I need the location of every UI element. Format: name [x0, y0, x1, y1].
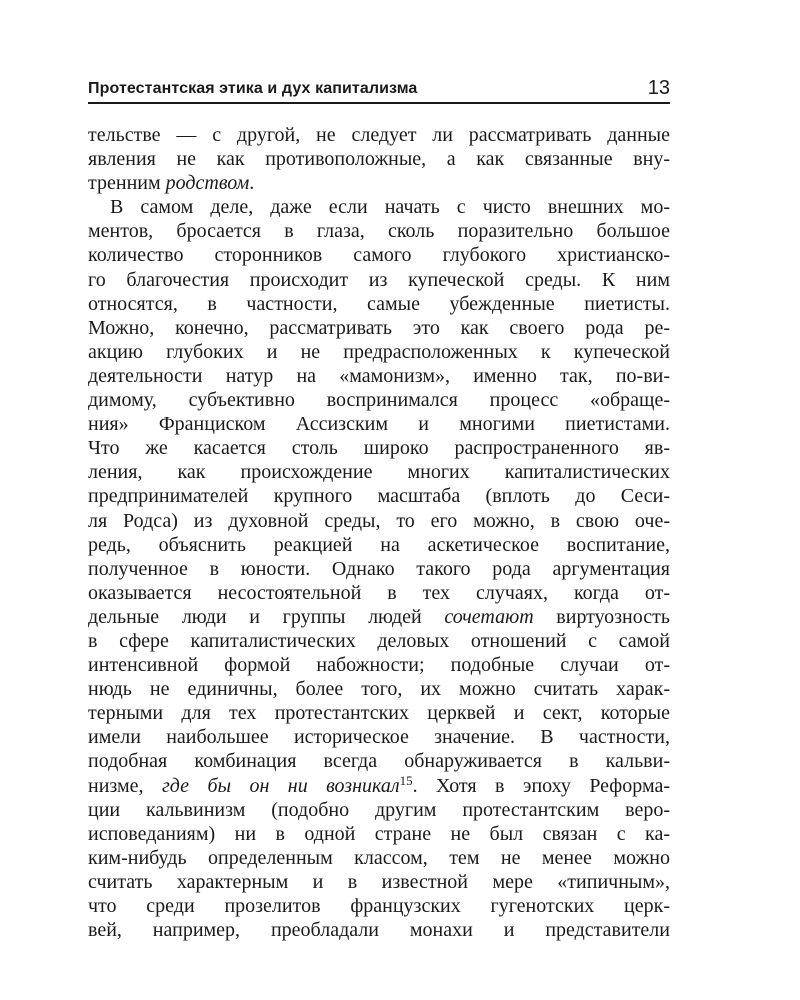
text-line	[88, 388, 670, 412]
text-run: имели наибольшее историческое значение. В частности,	[88, 726, 670, 749]
body-text	[88, 123, 670, 942]
text-line	[88, 846, 670, 870]
text-line	[88, 484, 670, 508]
text-run: димому, субъективно воспринимался процесс «обраще-	[88, 389, 670, 412]
page-number: 13	[647, 77, 670, 99]
text-run: в сфере капиталистических деловых отношений с самой	[88, 629, 670, 652]
text-line	[88, 894, 670, 918]
text-run: .	[249, 172, 255, 195]
text-line	[88, 798, 670, 822]
text-run: тельстве — с другой, не следует ли рассматривать данные	[88, 124, 670, 146]
text-line	[88, 822, 670, 846]
text-line	[88, 292, 670, 316]
text-line	[88, 533, 670, 557]
text-run: предпринимателей крупного масштаба (вплоть до Сеси-	[88, 485, 670, 508]
text-run: редь, объяснить реакцией на аскетическое воспитание,	[88, 533, 670, 556]
text-run: вей, например, преобладали монахи и представители	[88, 919, 670, 942]
text-line	[88, 123, 670, 147]
text-run: относятся, в частности, самые убежденные пиетисты.	[88, 292, 670, 315]
text-run: ментов, бросается в глаза, сколь поразительно большое	[88, 220, 670, 243]
running-title: Протестантская этика и дух капитализма	[88, 80, 418, 97]
text-line	[88, 605, 670, 629]
text-line	[88, 509, 670, 533]
text-run: Можно, конечно, рассматривать это как своего рода ре-	[88, 316, 670, 339]
text-run: считать характерным и в известной мере «типичным»,	[88, 870, 670, 893]
text-run: тренним	[88, 172, 166, 195]
text-line	[88, 557, 670, 581]
text-run: исповеданиям) ни в одной стране не был связан с ка-	[88, 822, 670, 845]
text-run: деятельности натур на «мамонизм», именно так, по-ви-	[88, 364, 670, 387]
italic-text: где бы он ни возникал	[161, 774, 400, 797]
text-run: ким-нибудь определенным классом, тем не менее можно	[88, 846, 670, 869]
text-run: В самом деле, даже если начать с чисто внешних мо-	[110, 196, 670, 219]
text-run: дельные люди и группы людей	[88, 605, 445, 628]
text-line	[88, 219, 670, 243]
text-line	[88, 629, 670, 653]
text-run: акцию глубоких и не предрасположенных к купеческой	[88, 340, 670, 363]
text-line	[88, 412, 670, 436]
text-line	[88, 774, 670, 798]
text-run: что среди прозелитов французских гугенотских церк-	[88, 895, 670, 917]
text-run: го благочестия происходит из купеческой среды. К ним	[88, 268, 670, 291]
text-run: ля Родса) из духовной среды, то его можно, в свою оче-	[88, 509, 670, 532]
text-line	[88, 436, 670, 460]
text-line	[88, 195, 670, 219]
text-line	[88, 725, 670, 749]
running-header	[88, 72, 670, 104]
text-line	[88, 316, 670, 340]
text-line	[88, 870, 670, 894]
italic-text: родством	[165, 172, 250, 195]
text-line	[88, 243, 670, 267]
text-run: нюдь не единичны, более того, их можно считать харак-	[88, 678, 670, 701]
text-line	[88, 701, 670, 725]
text-run: терными для тех протестантских церквей и сект, которые	[88, 702, 670, 725]
italic-text: сочетают	[444, 605, 534, 628]
text-run: интенсивной формой набожности; подобные случаи от-	[88, 654, 670, 677]
text-run: . Хотя в эпоху Реформа-	[412, 774, 671, 797]
text-line	[88, 268, 670, 292]
text-run: оказывается несостоятельной в тех случаях, когда от-	[88, 581, 670, 604]
text-line	[88, 147, 670, 171]
text-line	[88, 171, 670, 195]
text-run: полученное в юности. Однако такого рода аргументация	[88, 557, 670, 580]
text-run: количество сторонников самого глубокого христианско-	[88, 244, 670, 267]
text-line	[88, 340, 670, 364]
text-line	[88, 581, 670, 605]
text-run: подобная комбинация всегда обнаруживается в кальви-	[88, 750, 670, 773]
text-line	[88, 460, 670, 484]
text-line	[88, 749, 670, 773]
text-run: низме,	[88, 774, 162, 797]
text-run: явления не как противоположные, а как связанные вну-	[88, 148, 670, 171]
text-run: ния» Франциском Ассизским и многими пиетистами.	[88, 413, 670, 436]
text-run: ления, как происхождение многих капиталистических	[88, 461, 670, 484]
text-line	[88, 364, 670, 388]
text-run: ции кальвинизм (подобно другим протестантским веро-	[88, 798, 670, 821]
text-run: виртуозность	[533, 605, 670, 628]
footnote-ref: 15	[399, 772, 413, 788]
text-line	[88, 918, 670, 942]
text-line	[88, 677, 670, 701]
text-line	[88, 653, 670, 677]
text-run: Что же касается столь широко распространенного яв-	[88, 437, 670, 460]
